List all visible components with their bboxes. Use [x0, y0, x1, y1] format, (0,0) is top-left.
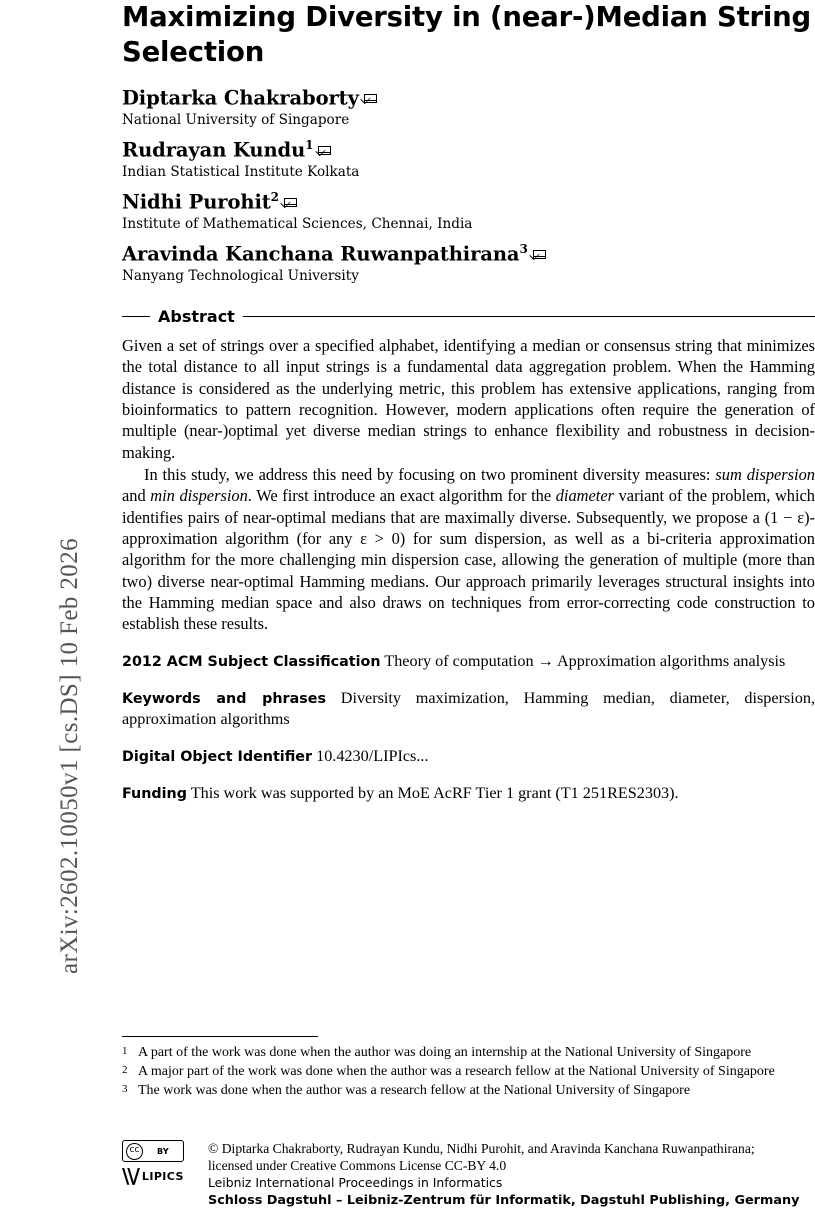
footnote-text: The work was done when the author was a research fellow at the National University of Singapore — [138, 1083, 691, 1099]
arxiv-identifier: arXiv:2602.10050v1 [cs.DS] 10 Feb 2026 — [56, 537, 83, 974]
author-entry — [122, 139, 815, 181]
acm-classification-value: Theory of computation → Approximation algorithms analysis — [384, 651, 786, 670]
lipics-mark-icon: \\/ — [122, 1164, 138, 1188]
author-affiliation: Nanyang Technological University — [122, 267, 359, 284]
author-list — [122, 87, 815, 285]
footnote-number: 3 — [122, 1083, 128, 1096]
author-affiliation: Institute of Mathematical Sciences, Chennai, India — [122, 216, 473, 233]
cc-by-label: BY — [156, 1146, 170, 1156]
abstract-text — [122, 335, 815, 635]
footnote-item — [122, 1044, 815, 1061]
arxiv-stamp — [0, 0, 120, 1200]
abstract-heading — [122, 307, 815, 326]
author-name: Rudrayan Kundu — [122, 138, 306, 162]
envelope-icon[interactable] — [318, 146, 331, 155]
abstract-p2-em1: sum dispersion — [715, 464, 815, 484]
heading-rule-right — [243, 316, 815, 317]
page-footer — [122, 1140, 815, 1209]
author-entry — [122, 191, 815, 233]
acm-classification — [122, 651, 815, 672]
keywords — [122, 688, 815, 730]
series-line: Leibniz International Proceedings in Informatics — [208, 1174, 503, 1190]
abstract-paragraph-1: Given a set of strings over a specified alphabet, identifying a median or consensus string that minimizes the total distance to all input strings is a fundamental data aggregation problem. When the Hamming distance is considered as the underlying metric, this problem has extensive applications, ranging from bioinformatics to pattern recognition. However, modern applications often require the generation of multiple (near-)optimal yet diverse median strings to enhance flexibility and robustness in decision-making. — [122, 335, 815, 462]
footnote-rule — [122, 1036, 318, 1037]
doi-label: Digital Object Identifier — [122, 748, 313, 765]
footnote-number: 1 — [122, 1045, 128, 1058]
footnote-text: A major part of the work was done when the author was a research fellow at the National University of Singapore — [138, 1064, 775, 1080]
abstract-p2-seg3: . We first introduce an exact algorithm for the — [247, 486, 556, 506]
author-footnote-marker: 3 — [519, 242, 528, 256]
heading-rule-left — [122, 316, 150, 317]
abstract-p2-em2: min dispersion — [150, 486, 248, 506]
funding — [122, 783, 815, 804]
author-name-line — [122, 243, 815, 266]
footnote-text: A part of the work was done when the author was doing an internship at the National University of Singapore — [138, 1045, 752, 1061]
acm-classification-label: 2012 ACM Subject Classification — [122, 653, 381, 670]
copyright-line: © Diptarka Chakraborty, Rudrayan Kundu, Nidhi Purohit, and Aravinda Kanchana Ruwanpathirana; — [208, 1141, 755, 1156]
funding-label: Funding — [122, 785, 187, 802]
envelope-icon[interactable] — [533, 250, 546, 259]
abstract-p2-em3: diameter — [555, 486, 614, 506]
author-name-line — [122, 139, 815, 162]
footer-logos — [122, 1140, 208, 1188]
paper-page — [122, 0, 815, 1208]
envelope-icon[interactable] — [364, 94, 377, 103]
page-title: Maximizing Diversity in (near-)Median String Selection — [122, 1, 811, 68]
abstract-p2-seg2: and — [122, 486, 151, 506]
author-footnote-marker: 1 — [305, 138, 314, 153]
footer-text — [208, 1140, 815, 1209]
publisher-line: Schloss Dagstuhl – Leibniz-Zentrum für Informatik, Dagstuhl Publishing, Germany — [208, 1192, 800, 1208]
footnote-item — [122, 1063, 815, 1080]
doi-value: 10.4230/LIPIcs... — [316, 746, 429, 765]
envelope-icon[interactable] — [284, 198, 297, 207]
creative-commons-icon[interactable] — [122, 1140, 184, 1162]
keywords-label: Keywords and phrases — [122, 690, 326, 707]
abstract-label: Abstract — [158, 306, 235, 326]
author-affiliation: Indian Statistical Institute Kolkata — [122, 164, 360, 181]
abstract-p2-seg1: In this study, we address this need by focusing on two prominent diversity measures: — [144, 464, 716, 484]
lipics-wordmark: LIPICS — [141, 1169, 184, 1183]
author-name: Nidhi Purohit — [122, 190, 271, 214]
author-name: Aravinda Kanchana Ruwanpathirana — [122, 242, 520, 266]
funding-value: This work was supported by an MoE AcRF Tier 1 grant (T1 251RES2303). — [190, 783, 679, 802]
doi — [122, 746, 815, 767]
footnote-section — [122, 1036, 815, 1101]
author-name: Diptarka Chakraborty — [122, 86, 359, 110]
keywords-value: Diversity maximization, Hamming median, diameter, dispersion, approximation algorithms — [122, 688, 815, 728]
author-affiliation: National University of Singapore — [122, 112, 350, 129]
author-name-line — [122, 87, 815, 110]
footnote-item — [122, 1082, 815, 1099]
abstract-paragraph-2 — [122, 464, 815, 635]
lipics-logo — [122, 1164, 208, 1188]
author-name-line — [122, 191, 815, 214]
author-footnote-marker: 2 — [270, 190, 279, 205]
footnote-number: 2 — [122, 1064, 128, 1077]
author-entry — [122, 87, 815, 129]
author-entry — [122, 243, 815, 285]
abstract-p2-seg4: variant of the problem, which identifies pairs of near-optimal medians that are maximally diverse. Subsequently, we propose a (1 − ε)-approximation algorithm (for any ε > 0) for sum dispersion, as well as a bi-criteria approximation algorithm for the more challenging min dispersion case, allowing the generation of multiple (more than two) diverse near-optimal Hamming medians. Our approach primarily leverages structural insights into the Hamming median space and also draws on techniques from error-correcting code construction to establish these results. — [122, 486, 815, 634]
license-line: licensed under Creative Commons License CC-BY 4.0 — [208, 1158, 507, 1174]
cc-symbol: cc — [126, 1143, 143, 1160]
